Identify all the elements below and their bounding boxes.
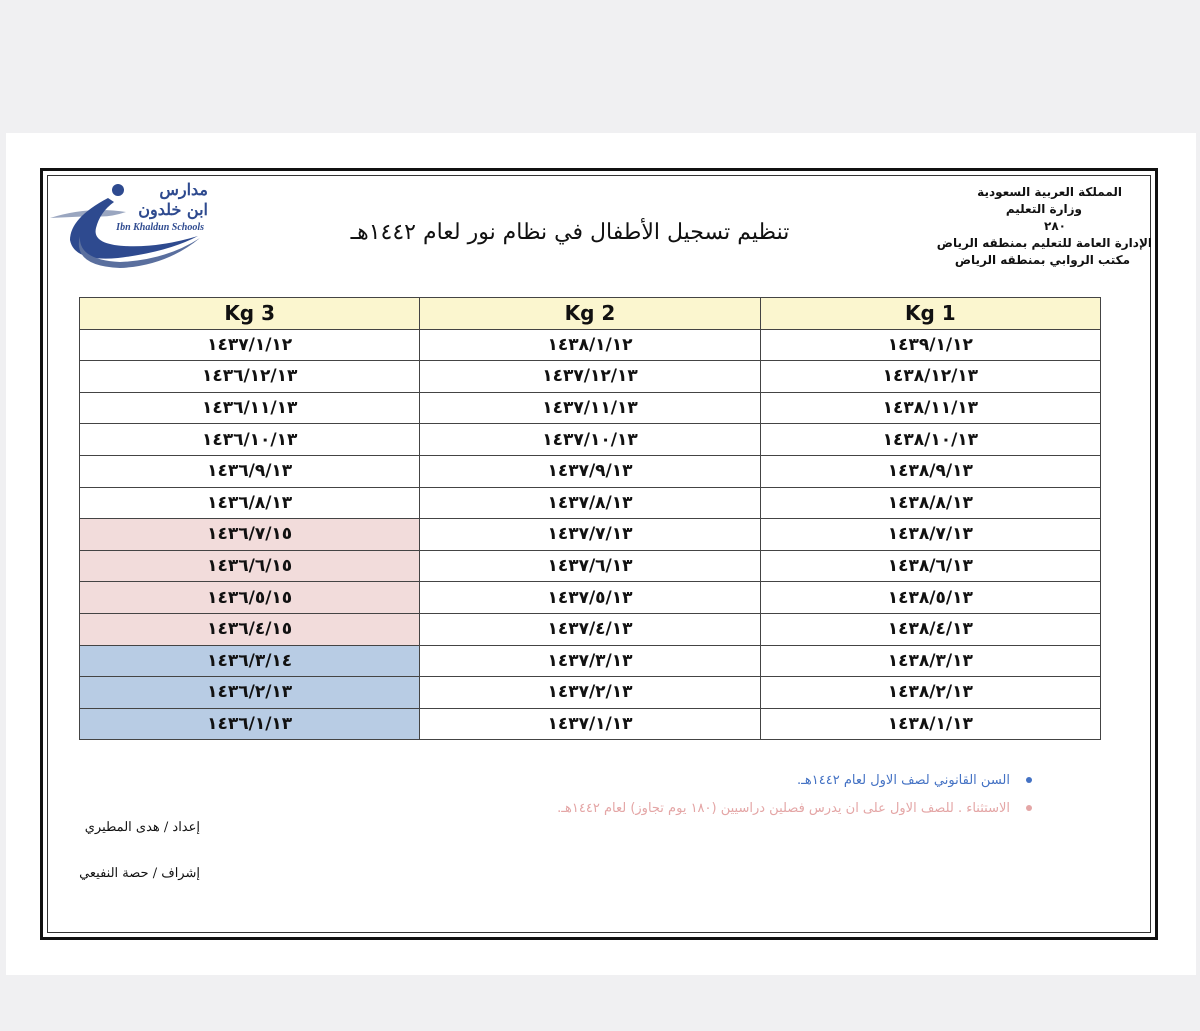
note-legal-age xyxy=(392,766,1032,794)
cell-kg2: ١٤٣٧/١٠/١٣ xyxy=(420,424,760,456)
cell-kg1: ١٤٣٨/١٠/١٣ xyxy=(760,424,1100,456)
cell-kg2: ١٤٣٧/٦/١٣ xyxy=(420,550,760,582)
table-row xyxy=(80,424,1101,456)
cell-kg1: ١٤٣٨/٩/١٣ xyxy=(760,455,1100,487)
ministry-header xyxy=(922,184,1152,269)
cell-kg1: ١٤٣٨/٣/١٣ xyxy=(760,645,1100,677)
cell-kg2: ١٤٣٧/٩/١٣ xyxy=(420,455,760,487)
cell-kg3: ١٤٣٦/٢/١٣ xyxy=(80,677,420,709)
logo-arabic-line2: ابن خلدون xyxy=(138,200,208,219)
cell-kg3: ١٤٣٦/٩/١٣ xyxy=(80,455,420,487)
cell-kg2: ١٤٣٨/١/١٢ xyxy=(420,329,760,361)
header-ministry: وزارة التعليم xyxy=(1005,202,1082,216)
table-row xyxy=(80,487,1101,519)
notes-list xyxy=(392,766,1032,822)
logo-arabic-line1: مدارس xyxy=(159,180,208,199)
note-exception xyxy=(392,794,1032,822)
supervised-by: إشراف / حصة النفيعي xyxy=(79,866,200,881)
bullet-icon xyxy=(1026,777,1032,783)
cell-kg2: ١٤٣٧/١١/١٣ xyxy=(420,392,760,424)
table-row xyxy=(80,708,1101,740)
cell-kg2: ١٤٣٧/٤/١٣ xyxy=(420,613,760,645)
cell-kg3: ١٤٣٦/٤/١٥ xyxy=(80,613,420,645)
cell-kg1: ١٤٣٨/١/١٣ xyxy=(760,708,1100,740)
cell-kg3: ١٤٣٦/١/١٣ xyxy=(80,708,420,740)
page-title: تنظيم تسجيل الأطفال في نظام نور لعام ١٤٤٢هـ xyxy=(350,220,790,245)
cell-kg3: ١٤٣٦/٨/١٣ xyxy=(80,487,420,519)
cell-kg2: ١٤٣٧/١٢/١٣ xyxy=(420,361,760,393)
table-row xyxy=(80,677,1101,709)
cell-kg3: ١٤٣٦/١٢/١٣ xyxy=(80,361,420,393)
column-header-kg1: Kg 1 xyxy=(760,298,1100,330)
registration-table xyxy=(79,297,1101,740)
table-row xyxy=(80,645,1101,677)
header-kingdom: المملكة العربية السعودية xyxy=(977,185,1122,199)
cell-kg2: ١٤٣٧/٨/١٣ xyxy=(420,487,760,519)
table-row xyxy=(80,613,1101,645)
header-administration: الإدارة العامة للتعليم بمنطقه الرياض xyxy=(936,236,1152,250)
cell-kg2: ١٤٣٧/٢/١٣ xyxy=(420,677,760,709)
cell-kg1: ١٤٣٨/٢/١٣ xyxy=(760,677,1100,709)
logo-english-text: Ibn Khaldun Schools xyxy=(116,222,204,233)
cell-kg1: ١٤٣٨/٧/١٣ xyxy=(760,519,1100,551)
cell-kg1: ١٤٣٨/١١/١٣ xyxy=(760,392,1100,424)
table-row xyxy=(80,550,1101,582)
cell-kg3: ١٤٣٦/٧/١٥ xyxy=(80,519,420,551)
cell-kg2: ١٤٣٧/٧/١٣ xyxy=(420,519,760,551)
prepared-by: إعداد / هدى المطيري xyxy=(84,820,200,835)
note-legal-age-text: السن القانوني لصف الاول لعام ١٤٤٢هـ. xyxy=(796,772,1010,788)
table-row xyxy=(80,392,1101,424)
cell-kg3: ١٤٣٦/١٠/١٣ xyxy=(80,424,420,456)
table-row xyxy=(80,361,1101,393)
cell-kg1: ١٤٣٨/٥/١٣ xyxy=(760,582,1100,614)
cell-kg2: ١٤٣٧/٣/١٣ xyxy=(420,645,760,677)
table-header-row xyxy=(80,298,1101,330)
cell-kg1: ١٤٣٨/٦/١٣ xyxy=(760,550,1100,582)
table-row xyxy=(80,455,1101,487)
cell-kg1: ١٤٣٩/١/١٢ xyxy=(760,329,1100,361)
note-exception-text: الاستثناء . للصف الاول على ان يدرس فصلين دراسيين (١٨٠ يوم تجاوز) لعام ١٤٤٢هـ. xyxy=(557,800,1010,816)
cell-kg3: ١٤٣٦/١١/١٣ xyxy=(80,392,420,424)
logo-arabic-text xyxy=(110,180,208,220)
cell-kg2: ١٤٣٧/٥/١٣ xyxy=(420,582,760,614)
header-code: ٢٨٠ xyxy=(1044,219,1066,233)
cell-kg2: ١٤٣٧/١/١٣ xyxy=(420,708,760,740)
cell-kg3: ١٤٣٦/٥/١٥ xyxy=(80,582,420,614)
cell-kg3: ١٤٣٦/٣/١٤ xyxy=(80,645,420,677)
bullet-icon xyxy=(1026,805,1032,811)
column-header-kg2: Kg 2 xyxy=(420,298,760,330)
table-row xyxy=(80,329,1101,361)
cell-kg3: ١٤٣٦/٦/١٥ xyxy=(80,550,420,582)
cell-kg1: ١٤٣٨/٨/١٣ xyxy=(760,487,1100,519)
header-office: مكتب الروابي بمنطقه الرياض xyxy=(954,253,1130,267)
cell-kg1: ١٤٣٨/٤/١٣ xyxy=(760,613,1100,645)
table-row xyxy=(80,519,1101,551)
table-row xyxy=(80,582,1101,614)
column-header-kg3: Kg 3 xyxy=(80,298,420,330)
cell-kg3: ١٤٣٧/١/١٢ xyxy=(80,329,420,361)
cell-kg1: ١٤٣٨/١٢/١٣ xyxy=(760,361,1100,393)
